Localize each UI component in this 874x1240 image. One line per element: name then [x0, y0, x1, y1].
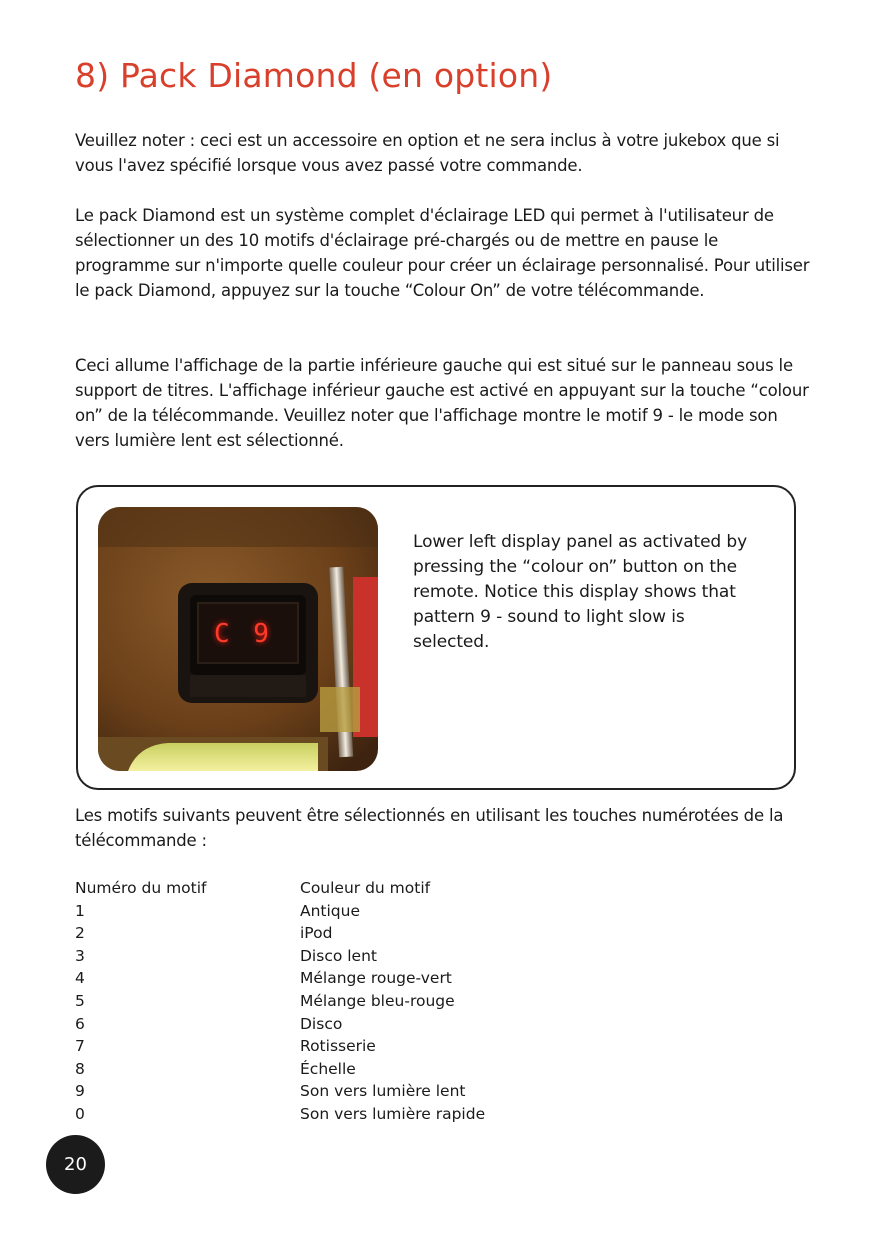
- photo-caption: Lower left display panel as activated by pressing the “colour on” button on the remote. Notice this display shows that pattern 9 - sound to light slow is selected.: [413, 532, 748, 652]
- pattern-colour: iPod: [300, 924, 333, 943]
- pattern-number: 6: [75, 1014, 85, 1033]
- led-display-readout: C 9: [214, 619, 273, 649]
- pattern-number: 7: [75, 1037, 85, 1056]
- pattern-colour: Disco: [300, 1014, 343, 1033]
- pattern-number: 9: [75, 1082, 85, 1101]
- pattern-colour: Disco lent: [300, 946, 377, 965]
- pattern-colour: Mélange rouge-vert: [300, 969, 452, 988]
- table-row: [75, 1080, 675, 1103]
- pattern-number: 3: [75, 946, 85, 965]
- column-header-colour: Couleur du motif: [300, 879, 431, 897]
- table-row: [75, 900, 675, 923]
- pattern-number: 8: [75, 1059, 85, 1078]
- table-row: [75, 1013, 675, 1036]
- page-title: 8) Pack Diamond (en option): [75, 56, 553, 95]
- page-number-badge: 20: [46, 1135, 105, 1194]
- table-row: [75, 990, 675, 1013]
- table-row: [75, 1058, 675, 1081]
- pattern-table: [75, 877, 675, 1126]
- pattern-number: 0: [75, 1104, 85, 1123]
- table-row: [75, 922, 675, 945]
- pattern-colour: Échelle: [300, 1059, 356, 1078]
- pattern-number: 5: [75, 991, 85, 1010]
- pattern-colour: Rotisserie: [300, 1037, 376, 1056]
- table-row: [75, 1035, 675, 1058]
- table-row: [75, 1103, 675, 1126]
- note-paragraph: Veuillez noter : ceci est un accessoire en option et ne sera inclus à votre jukebox que si vous l'avez spécifié lorsque vous avez passé votre commande.: [75, 131, 780, 175]
- intro-paragraph: Le pack Diamond est un système complet d'éclairage LED qui permet à l'utilisateur de sélectionner un des 10 motifs d'éclairage pré-chargés ou de mettre en pause le programme sur n'importe quelle couleur pour créer un éclairage personnalisé. Pour utiliser le pack Diamond, appuyez sur la touche “Colour On” de votre télécommande.: [75, 206, 810, 300]
- pattern-number: 4: [75, 969, 85, 988]
- display-panel-photo: [98, 507, 378, 771]
- table-header-row: [75, 877, 675, 900]
- patterns-intro-paragraph: Les motifs suivants peuvent être sélectionnés en utilisant les touches numérotées de la télécommande :: [75, 806, 784, 850]
- table-row: [75, 945, 675, 968]
- pattern-colour: Son vers lumière rapide: [300, 1104, 486, 1123]
- pattern-colour: Son vers lumière lent: [300, 1082, 466, 1101]
- pattern-number: 1: [75, 901, 85, 920]
- table-row: [75, 967, 675, 990]
- pattern-colour: Mélange bleu-rouge: [300, 991, 455, 1010]
- pattern-number: 2: [75, 924, 85, 943]
- display-paragraph: Ceci allume l'affichage de la partie inférieure gauche qui est situé sur le panneau sous le support de titres. L'affichage inférieur gauche est activé en appuyant sur la touche “colour on” de la télécommande. Veuillez noter que l'affichage montre le motif 9 - le mode son vers lumière lent est sélectionné.: [75, 356, 809, 450]
- column-header-number: Numéro du motif: [75, 879, 207, 897]
- pattern-colour: Antique: [300, 901, 361, 920]
